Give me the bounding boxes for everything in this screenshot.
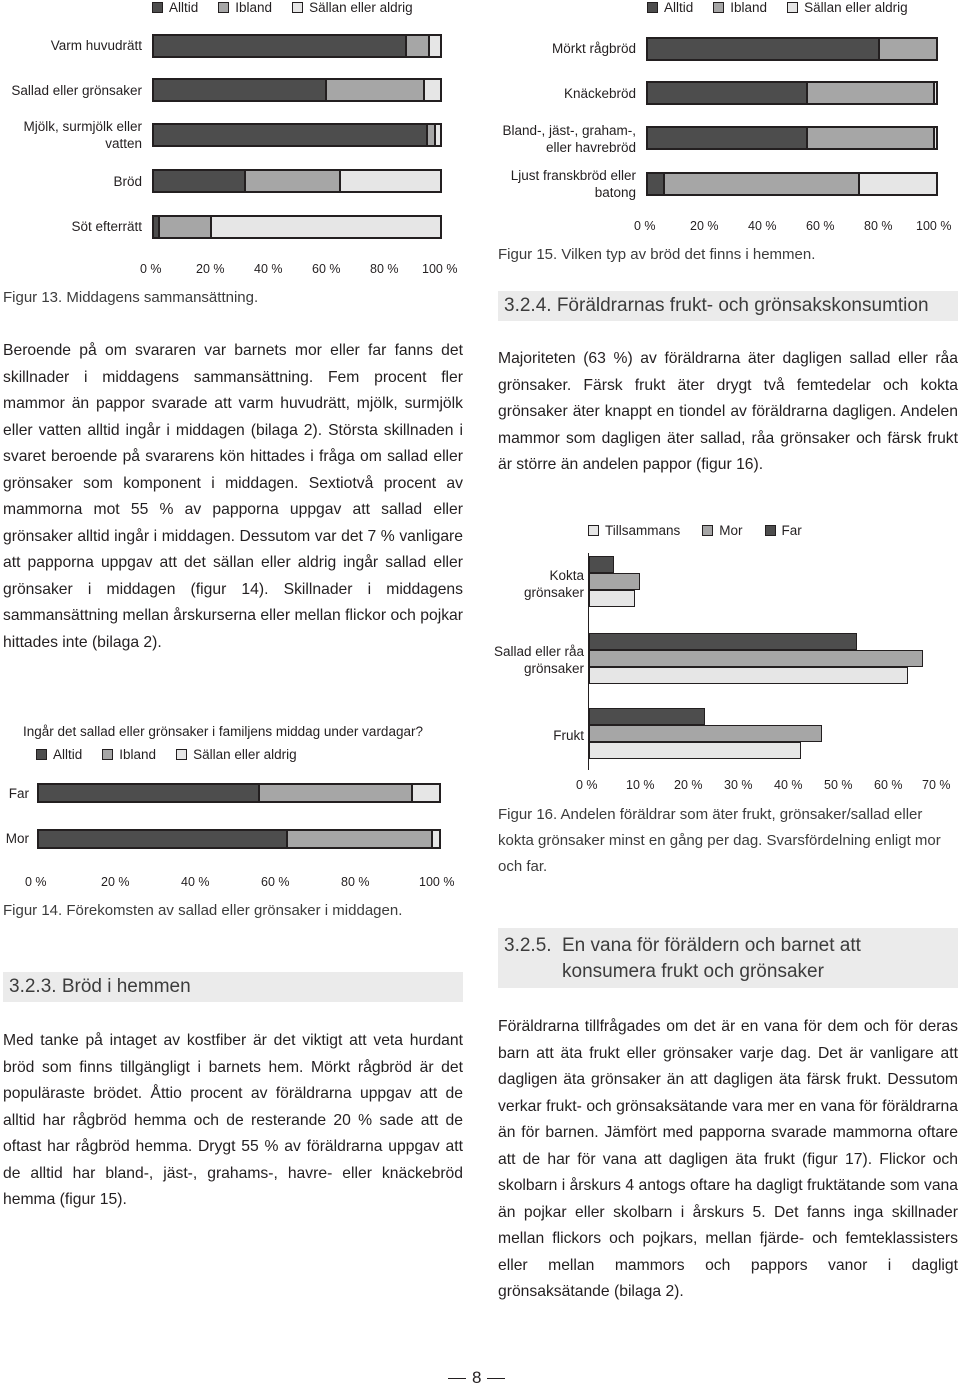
fig16-legend-item: Mor [719,523,743,538]
fig14-tick: 100 % [419,875,455,889]
fig13-tick: 80 % [370,262,399,276]
legend-swatch-dark [152,2,163,13]
fig13-row-frame [152,34,442,58]
fig16-tick: 30 % [724,778,753,792]
fig13-tick: 40 % [254,262,283,276]
fig13-legend-item: Ibland [235,0,273,15]
legend-swatch-mid [218,2,229,13]
fig16-bar-mor [589,573,640,590]
fig15-row-frame [646,37,938,61]
fig13-tick: 60 % [312,262,341,276]
fig13-row-frame [152,169,442,193]
bar-segment-ibland [259,784,412,802]
legend-swatch-mid [702,525,713,536]
fig16-bar-tillsammans [589,667,908,684]
bar-segment-ibland [664,173,858,195]
bar-segment-alltid [38,830,287,848]
bar-segment-alltid [647,82,807,104]
section-heading-325-number: 3.2.5. [504,935,552,956]
fig15-tick: 80 % [864,219,893,233]
bar-segment-ibland [406,35,429,57]
fig14-legend [36,747,297,762]
fig14-label: Mor [5,831,29,846]
fig13-caption: Figur 13. Middagens sammansättning. [3,289,259,306]
fig16-bar-tillsammans [589,742,801,759]
fig13-label: Bröd [113,174,142,189]
fig13-label: Sallad eller grönsaker [11,83,142,98]
bar-segment-ibland [287,830,432,848]
bar-segment-sallan [859,173,937,195]
fig14-tick: 0 % [25,875,47,889]
fig16-bar-far [589,708,705,725]
fig16-bar-mor [589,650,923,667]
section-heading-324: 3.2.4. Föräldrarnas frukt- och grönsakskonsumtion [498,291,958,321]
bar-segment-ibland [807,127,935,149]
fig16-category-label: Sallad eller råa grönsaker [493,644,584,676]
bar-segment-sallan [435,124,441,146]
fig16-tick: 70 % [922,778,951,792]
fig16-bar-tillsammans [589,590,635,607]
fig16-bar-far [589,633,857,650]
fig16-bar-far [589,556,614,573]
fig13-tick: 100 % [422,262,458,276]
fig16-axis [576,778,951,796]
fig16-legend-item: Far [781,523,802,538]
bar-segment-sallan [432,830,440,848]
fig14-axis [25,875,455,893]
bar-segment-alltid [647,38,879,60]
bar-segment-alltid [647,127,807,149]
legend-swatch-light [292,2,303,13]
fig13-label: Mjölk, surmjölk eller vatten [23,119,142,151]
legend-swatch-dark [647,2,658,13]
bar-segment-ibland [807,82,935,104]
fig13-legend-item: Alltid [169,0,199,15]
right-paragraph-1: Majoriteten (63 %) av föräldrarna äter dagligen sallad eller råa grönsaker. Färsk frukt äter drygt två femtedelar och kokta grönsaker äter knappt en tiondel av föräldrarna dagligen. Andelen mammor som dagligen äter sallad, råa grönsaker och färsk frukt är större än andelen pappor (figur 16). [498,350,958,473]
fig15-tick: 100 % [916,219,952,233]
legend-swatch-mid [713,2,724,13]
fig13-row-frame [152,215,442,239]
bar-segment-sallan [412,784,440,802]
fig15-label: Mörkt rågbröd [551,41,636,56]
bar-segment-ibland [879,38,937,60]
section-heading-325-text: En vana för föräldern och barnet att konsumera frukt och grönsaker [562,935,861,982]
fig16-category-label: Kokta grönsaker [523,568,584,600]
fig15-legend [647,0,908,15]
page-number-text: 8 [472,1368,482,1387]
fig15-tick: 20 % [690,219,719,233]
right-paragraph-2: Föräldrarna tillfrågades om det är en vana för dem och för deras barn att äta frukt eller grönsaker varje dag. Det är vanligare att dagligen äta grönsaker än att dagligen äta färsk frukt. Dessutom verkar frukt- och grönsaksätande vara mer en vana för föräldrarna än för barnen. Jämfört med papporna svarade mammorna oftare att de har för vana att dagligen äta frukt (figur 17). Flickor och skolbarn i årskurs 4 antogs oftare ha dagligt fruktätande som vana än pojkar eller skolbarn i årskurs 5. Det fanns inga skillnader mellan flickors och pojkars, mellan fjärde- och femteklassisters eller mellan mammors och pappors vanor i dagligt grönsaksätande (bilaga 2). [498,1018,958,1300]
fig15-axis [634,219,952,237]
legend-swatch-light [787,2,798,13]
fig14-title: Ingår det sallad eller grönsaker i familjens middag under vardagar? [23,724,423,739]
section-heading-325 [498,928,958,988]
legend-swatch-light [588,525,599,536]
fig15-caption: Figur 15. Vilken typ av bröd det finns i hemmen. [498,246,816,263]
fig16-caption: Figur 16. Andelen föräldrar som äter frukt, grönsaker/sallad eller kokta grönsaker minst en gång per dag. Svarsfördelning enligt mor och far. [498,806,941,875]
fig15-row-frame [646,126,938,150]
fig14-legend-item: Ibland [119,747,157,762]
bar-segment-alltid [153,79,326,101]
left-paragraph-2: Med tanke på intaget av kostfiber är det viktigt att veta hurdant bröd som finns tillgängligt i barnets hem. Mörkt rågbröd är det populäraste brödet. Åttio procent av föräldrarna uppgav att de alltid har rågbröd hemma och de resterande 20 % sade att de oftast har rågbröd hemma. Drygt 55 % av föräldrarna uppgav att de alltid har bland-, jäst-, grahams-, havre- eller knäckebröd hemma (figur 15). [3,1032,463,1208]
fig15-legend-item: Alltid [664,0,694,15]
bar-segment-sallan [934,82,937,104]
fig15-legend-item: Ibland [730,0,768,15]
fig15-label: Ljust franskbröd eller batong [510,168,636,200]
bar-segment-alltid [647,173,664,195]
fig13-label: Söt efterrätt [71,219,142,234]
fig15-legend-item: Sällan eller aldrig [804,0,908,15]
fig15-row-frame [646,81,938,105]
fig16-tick: 0 % [576,778,598,792]
left-paragraph-1: Beroende på om svararen var barnets mor eller far fanns det skillnader i middagens sammansättning. Fem procent fler mammor än pappor svarade att varm huvudrätt, mjölk, surmjölk eller vatten alltid ingår i middagen (bilaga 2). Största skillnaden i svaret beroende på svararens kön hittades i fråga om sallad eller grönsaker som komponent i middagen. Sextiotvå procent av mammorna mot 55 % av papporna uppgav att sallad eller grönsaker alltid ingår i middagen. Dessutom var det 7 % vanligare att papporna uppgav att det sällan eller aldrig ingår sallad eller grönsaker i middagen (figur 14). Skillnader i middagens sammansättning mellan årskurserna eller mellan flickor och pojkar hittades inte (bilaga 2). [3,342,463,651]
legend-swatch-dark [36,749,47,760]
fig15-label: Bland-, jäst-, graham-, eller havrebröd [502,123,636,155]
fig16-bar-mor [589,725,822,742]
bar-segment-alltid [153,170,245,192]
fig14-caption: Figur 14. Förekomsten av sallad eller grönsaker i middagen. [3,902,403,919]
bar-segment-alltid [153,124,427,146]
fig13-row-frame [152,123,442,147]
fig14-legend-item: Sällan eller aldrig [193,747,297,762]
fig14-label: Far [8,786,29,801]
fig14-row-frame [37,829,441,849]
bar-segment-sallan [424,79,441,101]
legend-swatch-dark [765,525,776,536]
fig13-tick: 0 % [140,262,162,276]
bar-segment-ibland [159,216,211,238]
fig14-legend-item: Alltid [53,747,83,762]
bar-segment-sallan [429,35,441,57]
fig16-tick: 50 % [824,778,853,792]
fig13-row-frame [152,78,442,102]
fig14-tick: 60 % [261,875,290,889]
fig14-tick: 80 % [341,875,370,889]
fig14-tick: 20 % [101,875,130,889]
fig14-tick: 40 % [181,875,210,889]
legend-swatch-light [176,749,187,760]
bar-segment-alltid [153,35,406,57]
bar-segment-sallan [211,216,441,238]
bar-segment-sallan [340,170,441,192]
fig13-legend [152,0,413,15]
fig15-row-frame [646,172,938,196]
fig15-label: Knäckebröd [563,86,636,101]
section-heading-323: 3.2.3. Bröd i hemmen [3,972,463,1002]
fig13-label: Varm huvudrätt [50,38,142,53]
legend-swatch-mid [102,749,113,760]
bar-segment-ibland [326,79,424,101]
fig16-legend [588,523,802,538]
bar-segment-ibland [427,124,436,146]
page-number [448,1368,505,1388]
fig16-tick: 60 % [874,778,903,792]
fig13-axis [140,262,458,280]
fig16-category-label: Frukt [553,728,584,743]
fig15-tick: 0 % [634,219,656,233]
fig16-plot-area [588,553,943,770]
fig16-tick: 40 % [774,778,803,792]
bar-segment-sallan [934,127,937,149]
bar-segment-alltid [38,784,259,802]
fig14-row-frame [37,783,441,803]
fig16-tick: 10 % [626,778,655,792]
fig15-tick: 60 % [806,219,835,233]
bar-segment-ibland [245,170,340,192]
fig15-tick: 40 % [748,219,777,233]
fig13-legend-item: Sällan eller aldrig [309,0,413,15]
fig13-tick: 20 % [196,262,225,276]
fig16-tick: 20 % [674,778,703,792]
fig16-legend-item: Tillsammans [605,523,681,538]
